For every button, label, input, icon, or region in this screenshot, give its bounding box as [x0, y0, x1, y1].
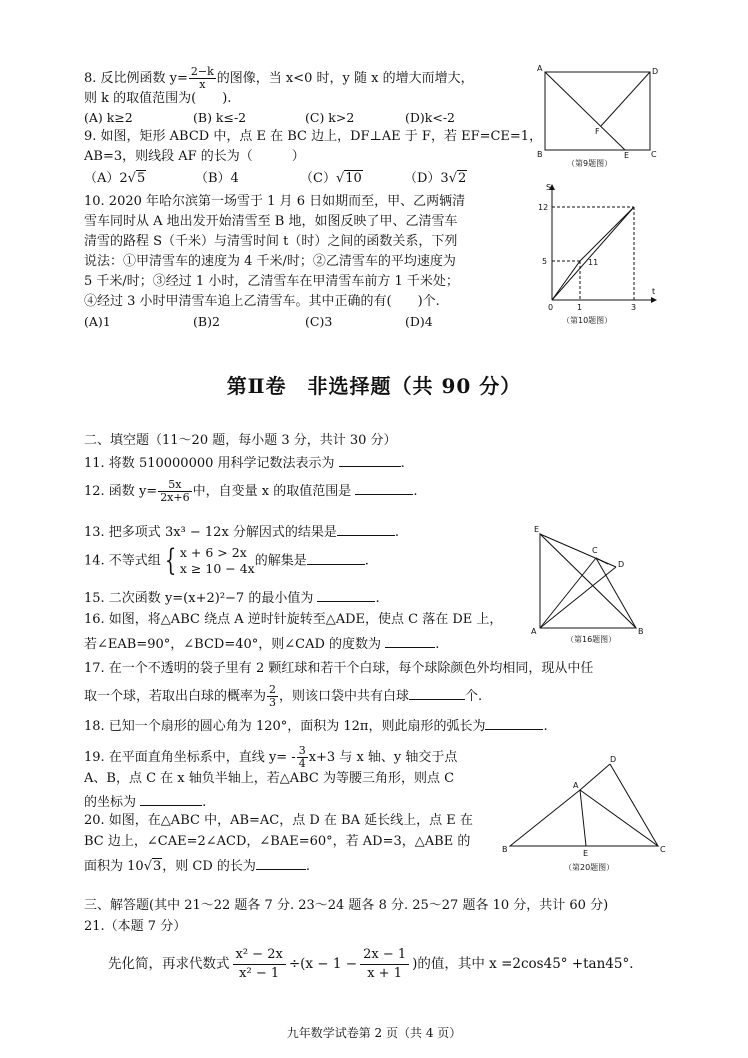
q10-option-b: (B)2: [193, 314, 220, 329]
q17-fraction: $\frac{2}{3}$: [269, 683, 277, 709]
fig20-line-dc: [610, 764, 658, 846]
q10-option-c: (C)3: [305, 314, 333, 329]
fig20-label-d: D: [610, 755, 617, 764]
fig16-label-d: D: [618, 560, 625, 569]
q11: 11. 将数 510000000 用科学记数法表示为 .: [84, 453, 405, 472]
q18: 18. 已知一个扇形的圆心角为 120°，面积为 12π，则此扇形的弧长为 .: [84, 716, 548, 735]
fig16-label-e: E: [534, 525, 540, 534]
q19-fraction: $\frac{3}{4}$: [298, 744, 306, 770]
q13: 13. 把多项式 3x³ − 12x 分解因式的结果是 .: [84, 522, 399, 541]
fig10-label-s: S: [546, 183, 552, 192]
q14: 14. 不等式组 { x + 6 > 2x x ≥ 10 − 4x 的解集是 .: [84, 543, 369, 578]
fig16-label-c: C: [592, 546, 598, 555]
q17-line2: 取一个球，若取出白球的概率为 $\frac{2}{3}$ ，则该口袋中共有白球 个.: [84, 683, 483, 709]
section-title: 第Ⅱ卷 非选择题（共 90 分）: [226, 374, 522, 398]
q21-fraction-1: $\frac{\text{x² − 2x}}{\text{x² − 1}}$: [233, 946, 286, 983]
q10-line1: 10. 2020 年哈尔滨第一场雪于 1 月 6 日如期而至，甲、乙两辆清: [84, 194, 466, 209]
q14-system: x + 6 > 2x x ≥ 10 − 4x: [179, 545, 255, 576]
fig10-tick-1: 1: [577, 303, 583, 312]
q8-line1: 8. 反比例函数 y= $\frac{2-k}{x}$ 的图像，当 x<0 时，y 随 x 的增大而增大，: [84, 65, 474, 91]
fig9-caption: （第9题图）: [567, 159, 613, 168]
fig20-label-a: A: [573, 781, 579, 790]
fig9-label-e: E: [624, 151, 630, 160]
fill-header: 二、填空题（11～20 题，每小题 3 分，共计 30 分）: [84, 433, 397, 448]
q10-line3: 清雪的路程 S（千米）与清雪时间 t（时）之间的函数关系，下列: [84, 234, 458, 249]
q15: 15. 二次函数 y=(x+2)²−7 的最小值为 .: [84, 588, 380, 607]
q8-option-a: (A) k≥2: [84, 110, 133, 125]
fig9-label-c: C: [651, 150, 657, 159]
fig10-label-t: t: [652, 287, 656, 296]
q8-fraction: $\frac{2-k}{x}$: [190, 65, 214, 91]
q10-line2: 雪车同时从 A 地出发开始清雪至 B 地，如图反映了甲、乙清雪车: [84, 214, 458, 229]
q16-line1: 16. 如图，将△ABC 绕点 A 逆时针旋转至△ADE，使点 C 落在 DE 上，: [84, 612, 503, 627]
q10-line4: 说法：①甲清雪车的速度为 4 千米/时；②乙清雪车的平均速度为: [84, 254, 456, 269]
q10-option-d: (D)4: [405, 314, 433, 329]
q10-line5: 5 千米/时；③经过 1 小时，乙清雪车在甲清雪车前方 1 千米处；: [84, 274, 459, 289]
fig10-origin: 0: [548, 303, 554, 312]
fig16-line-ac: [540, 558, 596, 628]
q8-option-d: (D)k<-2: [405, 110, 455, 125]
figure-9: [535, 62, 665, 172]
fig20-label-b: B: [502, 845, 508, 854]
fig20-line-ae: [580, 790, 586, 846]
q9-option-d: （D）3√2: [404, 171, 467, 186]
q20-line2: BC 边上，∠CAE=2∠ACD，∠BAE=60°，若 AD=3，△ABE 的: [84, 834, 471, 849]
q9-option-a: （A）2√5: [84, 171, 146, 186]
q12: 12. 函数 y= $\frac{5x}{2x+6}$ 中，自变量 x 的取值范围是 .: [84, 478, 418, 504]
fig20-caption: （第20题图）: [564, 863, 615, 872]
q21-fraction-2: $\frac{2x - 1}{x + 1}$: [360, 946, 409, 983]
page-footer: 九年数学试卷第 2 页（共 4 页）: [286, 1026, 462, 1040]
fig9-label-a: A: [537, 64, 543, 73]
fig20-triangle-abc: [510, 790, 658, 846]
q9-option-c: （C）√10: [300, 171, 362, 186]
fig20-line-ad: [580, 764, 610, 790]
q19-line1: 19. 在平面直角坐标系中，直线 y= - $\frac{3}{4}$ x+3 与 x 轴、y 轴交于点: [84, 744, 458, 770]
fig10-caption: （第10题图）: [562, 316, 613, 325]
figure-16: [528, 524, 658, 644]
figure-20: [500, 752, 680, 877]
fig10-tick-3: 3: [631, 303, 637, 312]
fig9-line-df: [601, 72, 650, 126]
q9-line2: AB=3，则线段 AF 的长为（ ）: [84, 149, 305, 164]
q20-line3: 面积为 10√3，则 CD 的长为 .: [84, 856, 310, 875]
fig16-triangle-aeb: [540, 534, 636, 628]
q16-line2: 若∠EAB=90°，∠BCD=40°，则∠CAD 的度数为 .: [84, 634, 439, 653]
q8-option-c: (C) k>2: [305, 110, 355, 125]
solve-header: 三、解答题(其中 21～22 题各 7 分. 23～24 题各 8 分. 25～27 题各 10 分，共计 60 分): [84, 898, 609, 913]
q19-line3: 的坐标为 .: [84, 792, 206, 811]
q12-fraction: $\frac{5x}{2x+6}$: [160, 478, 190, 504]
fig10-t-arrow: [651, 297, 657, 303]
fig10-mark: 11: [588, 258, 599, 267]
fig16-label-b: B: [638, 627, 644, 636]
q17-line1: 17. 在一个不透明的袋子里有 2 颗红球和若干个白球，每个球除颜色外均相同，现从中任: [84, 661, 594, 676]
figure-10: [530, 182, 660, 327]
fig9-label-b: B: [537, 150, 543, 159]
fig20-label-c: C: [660, 845, 666, 854]
fig9-rectangle: [545, 72, 650, 150]
q21-title: 21.（本题 7 分）: [84, 919, 187, 934]
q20-line1: 20. 如图，在△ABC 中，AB=AC，点 D 在 BA 延长线上，点 E 在: [84, 813, 473, 828]
fig9-label-f: F: [595, 127, 600, 136]
fig10-tick-12: 12: [538, 203, 549, 212]
q21-expression: 先化简，再求代数式 $\frac{\text{x² − 2x}}{\text{x² − 1}}$ ÷(x − 1 − $\frac{2x - 1}{x + 1}$ )的值，其中 x =2cos45° +tan45°．: [108, 947, 643, 981]
q8-option-b: (B) k≤-2: [193, 110, 247, 125]
q10-option-a: (A)1: [84, 314, 111, 329]
fig16-line-cb: [596, 558, 636, 628]
fig9-line-ae: [545, 72, 625, 150]
q8-line2: 则 k 的取值范围为( ).: [84, 91, 232, 106]
q9-option-b: （B）4: [195, 171, 239, 186]
q19-line2: A、B，点 C 在 x 轴负半轴上，若△ABC 为等腰三角形，则点 C: [84, 771, 455, 786]
fig20-label-e: E: [583, 849, 589, 858]
fig9-label-d: D: [652, 67, 659, 76]
fig16-label-a: A: [531, 627, 537, 636]
q10-line6: ④经过 3 小时甲清雪车追上乙清雪车。其中正确的有( )个.: [84, 294, 440, 309]
q9-line1: 9. 如图，矩形 ABCD 中，点 E 在 BC 边上，DF⊥AE 于 F，若 EF=CE=1，: [84, 129, 543, 144]
fig10-line-jia: [552, 207, 634, 300]
fig10-tick-5: 5: [542, 257, 548, 266]
fig16-caption: （第16题图）: [566, 635, 617, 644]
